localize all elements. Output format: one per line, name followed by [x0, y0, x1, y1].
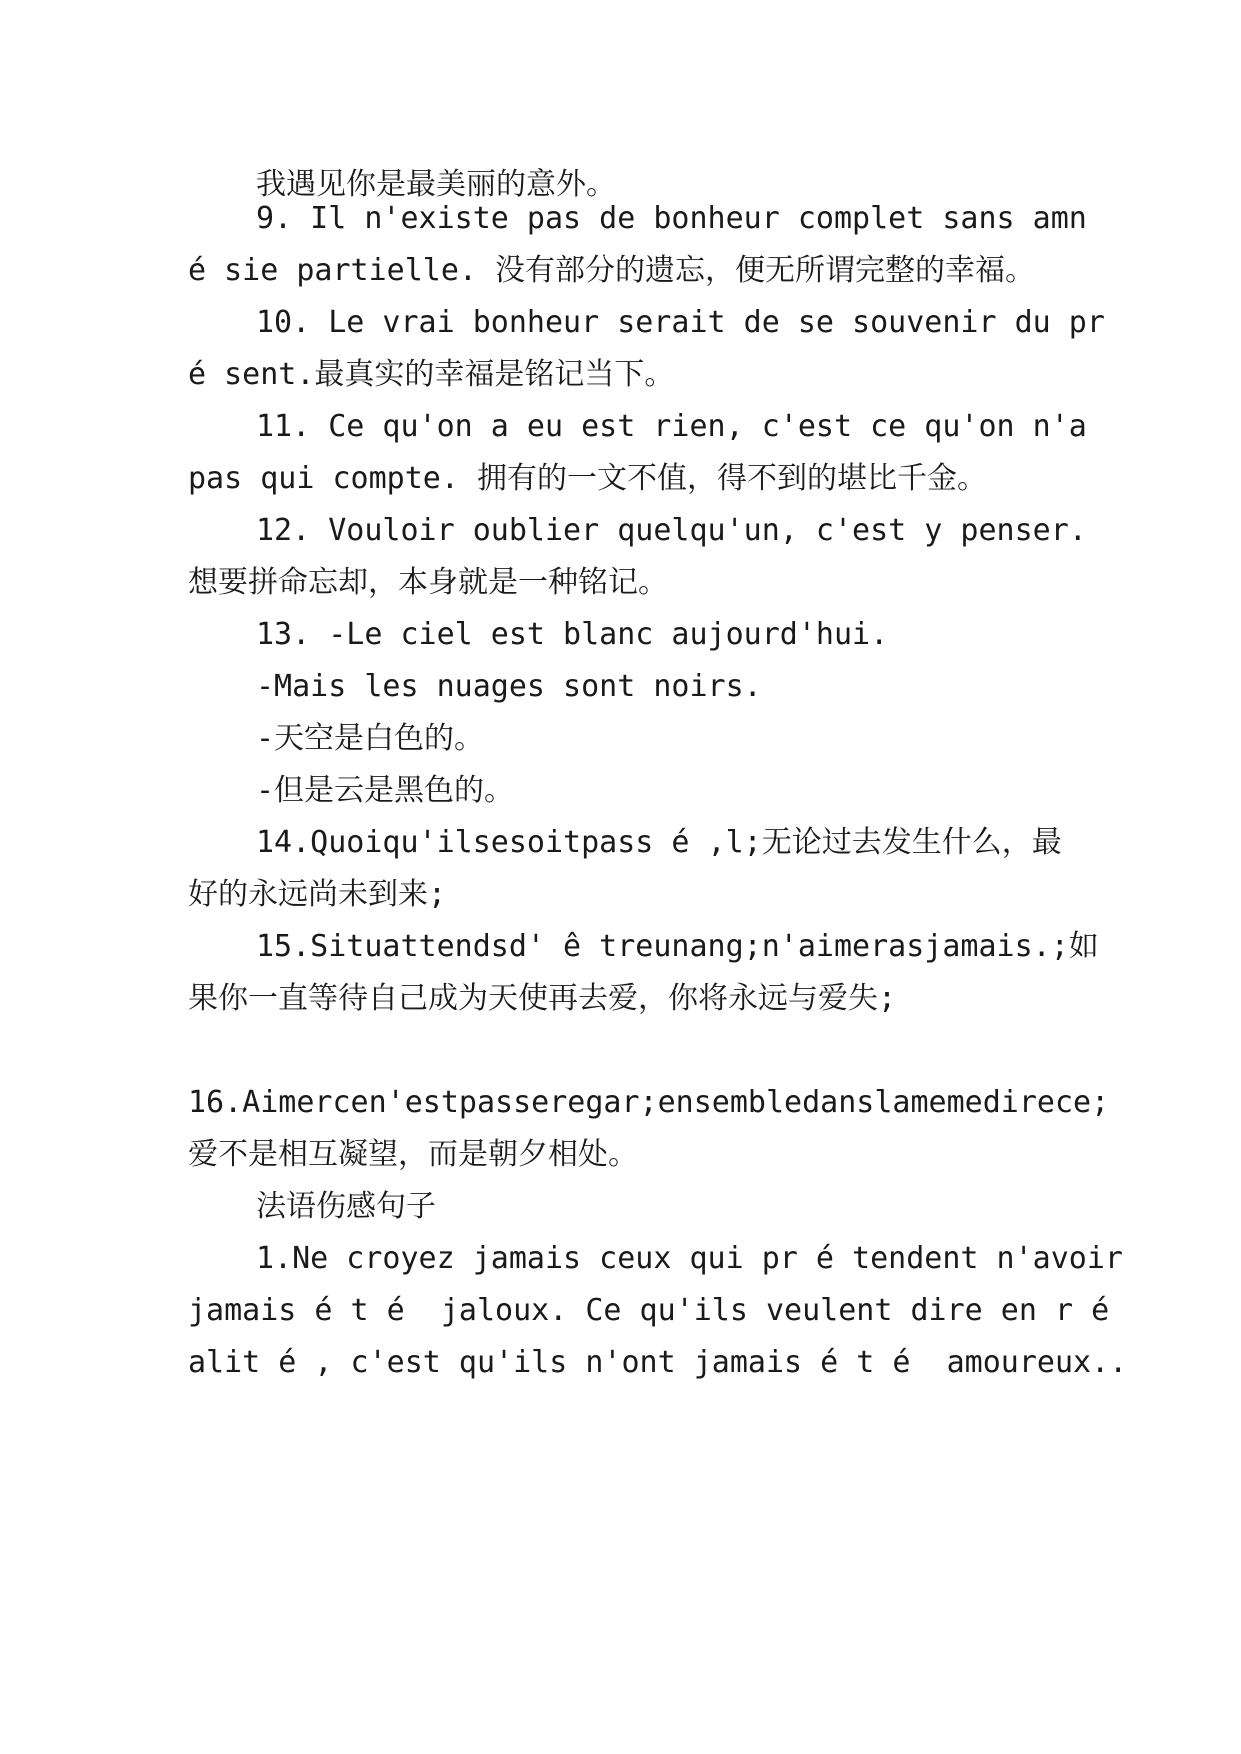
text-line: é sent.最真实的幸福是铭记当下。 — [188, 357, 675, 392]
text-line: 我遇见你是最美丽的意外。 — [256, 167, 616, 202]
text-line: 11. Ce qu'on a eu est rien, c'est ce qu'on n'a — [256, 409, 1087, 444]
text-line: 1.Ne croyez jamais ceux qui pr é tendent n'avoir — [256, 1241, 1123, 1276]
text-line: -天空是白色的。 — [256, 721, 485, 756]
text-line: 想要拼命忘却，本身就是一种铭记。 — [188, 565, 668, 600]
section-heading: 法语伤感句子 — [256, 1189, 436, 1224]
text-line: 14.Quoiqu'ilsesoitpass é ,l;无论过去发生什么，最 — [256, 825, 1062, 860]
text-line: -Mais les nuages sont noirs. — [256, 669, 762, 704]
text-line: -但是云是黑色的。 — [256, 773, 515, 808]
text-line: pas qui compte. 拥有的一文不值，得不到的堪比千金。 — [188, 461, 987, 496]
text-line: jamais é t é jaloux. Ce qu'ils veulent dire en r é — [188, 1293, 1110, 1328]
text-line: 10. Le vrai bonheur serait de se souvenir du pr — [256, 305, 1105, 340]
text-line: 9. Il n'existe pas de bonheur complet sans amn — [256, 201, 1087, 236]
text-line: é sie partielle. 没有部分的遗忘，便无所谓完整的幸福。 — [188, 253, 1036, 288]
text-line: 12. Vouloir oublier quelqu'un, c'est y penser. — [256, 513, 1087, 548]
text-line: 16.Aimercen'estpasseregar;ensembledanslamemedirece; — [188, 1085, 1110, 1120]
text-line: 爱不是相互凝望，而是朝夕相处。 — [188, 1137, 638, 1172]
text-line: 15.Situattendsd' ê treunang;n'aimerasjamais.;如 — [256, 929, 1099, 964]
text-line: 果你一直等待自己成为天使再去爱，你将永远与爱失; — [188, 981, 897, 1016]
text-line: 好的永远尚未到来; — [188, 877, 447, 912]
text-line: alit é , c'est qu'ils n'ont jamais é t é amoureux.. — [188, 1345, 1128, 1380]
text-line: 13. -Le ciel est blanc aujourd'hui. — [256, 617, 889, 652]
